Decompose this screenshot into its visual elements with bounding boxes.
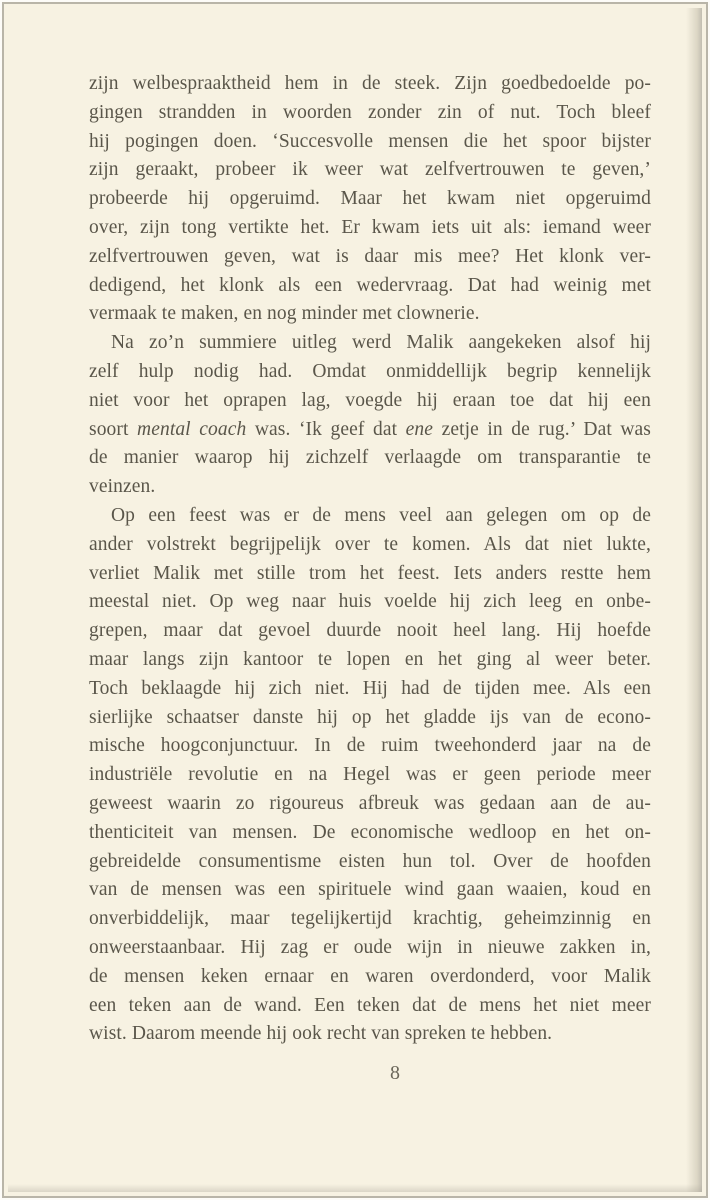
text-line: Na zo’n summiere uitleg werd Malik aangekeken alsof hij xyxy=(111,332,651,354)
text-line: industriële revolutie en na Hegel was er geen periode meer xyxy=(89,764,651,786)
text-line: zelfvertrouwen geven, wat is daar mis mee? Het klonk ver- xyxy=(89,245,651,267)
text-line: niet voor het oprapen lag, voegde hij eraan toe dat hij een xyxy=(89,389,651,411)
text-line: Op een feest was er de mens veel aan gelegen om op de xyxy=(111,504,651,526)
text-line: ander volstrekt begrijpelijk over te komen. Als dat niet lukte, xyxy=(89,533,651,555)
text-line: dedigend, het klonk als een wedervraag. Dat had weinig met xyxy=(89,274,651,296)
text-line: soort mental coach was. ‘Ik geef dat ene zetje in de rug.’ Dat was xyxy=(89,418,651,440)
text-line: de manier waarop hij zichzelf verlaagde om transparantie te xyxy=(89,447,651,469)
text-line: thenticiteit van mensen. De economische wedloop en het on- xyxy=(89,821,651,843)
text-line: over, zijn tong vertikte het. Er kwam iets uit als: iemand weer xyxy=(89,216,651,238)
text-line: gingen strandden in woorden zonder zin of nut. Toch bleef xyxy=(89,101,651,123)
text-line: verliet Malik met stille trom het feest. Iets anders restte hem xyxy=(89,562,651,584)
text-line: onverbiddelijk, maar tegelijkertijd krachtig, geheimzinnig en xyxy=(89,908,651,930)
page-number: 8 xyxy=(390,1062,400,1084)
text-line: sierlijke schaatser danste hij op het gladde ijs van de econo- xyxy=(89,706,651,728)
text-line: geweest waarin zo rigoureus afbreuk was gedaan aan de au- xyxy=(89,792,651,814)
page-edge-shadow-bottom xyxy=(8,1184,702,1192)
text-line: grepen, maar dat gevoel duurde nooit heel lang. Hij hoefde xyxy=(89,620,651,642)
text-line: zelf hulp nodig had. Omdat onmiddellijk begrip kennelijk xyxy=(89,360,651,382)
text-line: meestal niet. Op weg naar huis voelde hij zich leeg en onbe- xyxy=(89,591,651,613)
text-line: probeerde hij opgeruimd. Maar het kwam niet opgeruimd xyxy=(89,188,651,210)
text-line: veinzen. xyxy=(89,476,156,498)
text-line: hij pogingen doen. ‘Succesvolle mensen die het spoor bijster xyxy=(89,130,651,152)
text-line: zijn welbespraaktheid hem in de steek. Zijn goedbedoelde po- xyxy=(89,73,651,94)
text-line: onweerstaanbaar. Hij zag er oude wijn in nieuwe zakken in, xyxy=(89,936,651,958)
text-line: Toch beklaagde hij zich niet. Hij had de tijden mee. Als een xyxy=(89,677,651,699)
text-line: een teken aan de wand. Een teken dat de mens het niet meer xyxy=(89,994,651,1016)
text-line: maar langs zijn kantoor te lopen en het ging al weer beter. xyxy=(89,648,651,670)
text-line: wist. Daarom meende hij ook recht van spreken te hebben. xyxy=(89,1023,553,1045)
text-line: de mensen keken ernaar en waren overdonderd, voor Malik xyxy=(89,965,651,987)
text-line: zijn geraakt, probeer ik weer wat zelfvertrouwen te geven,’ xyxy=(89,159,651,181)
page-edge-shadow-right xyxy=(686,8,702,1192)
text-line: vermaak te maken, en nog minder met clownerie. xyxy=(89,303,480,325)
body-text xyxy=(89,70,651,1049)
text-line: mische hoogconjunctuur. In de ruim tweehonderd jaar na de xyxy=(89,735,651,757)
book-page xyxy=(2,2,708,1198)
text-line: gebreidelde consumentisme eisten hun tol. Over de hoofden xyxy=(89,850,651,872)
text-line: van de mensen was een spirituele wind gaan waaien, koud en xyxy=(89,879,651,901)
